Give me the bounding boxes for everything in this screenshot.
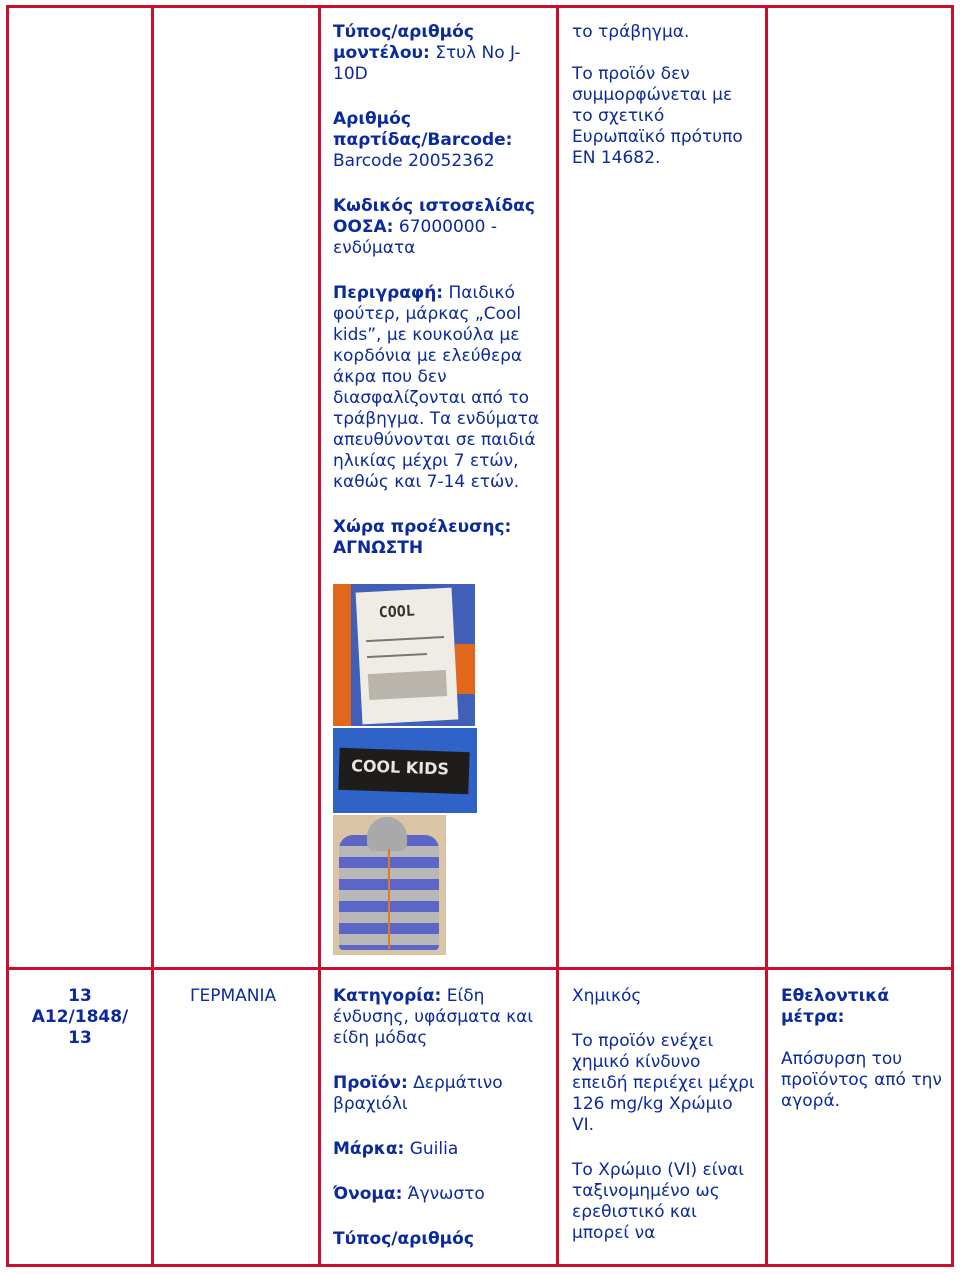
brand-value: Guilia <box>404 1139 459 1159</box>
description-value: Παιδικό φούτερ, μάρκας „Cool kids”, με κουκούλα με κορδόνια με ελεύθερα άκρα που δεν διασφαλίζονται από το τράβηγμα. Τα ενδύματα απευθύνονται σε παιδιά ηλικίας μέχρι 7 ετών, καθώς και 7-14 ετών. <box>333 283 540 492</box>
risk-type: Χημικός <box>572 986 642 1006</box>
grid-line <box>556 5 559 1267</box>
risk-text-standard: Το προϊόν δεν συμμορφώνεται με το σχετικό Ευρωπαϊκό πρότυπο ΕΝ 14682. <box>572 64 743 168</box>
category-value: Είδη ένδυσης, υφάσματα και είδη μόδας <box>333 986 534 1048</box>
barcode-field <box>333 109 548 172</box>
hang-tag <box>356 588 459 725</box>
tag-lines <box>367 653 427 658</box>
name-field <box>333 1184 548 1205</box>
tag-lines <box>368 670 447 700</box>
brand-label: Μάρκα: <box>333 1139 405 1159</box>
product-value: Δερμάτινο βραχιόλι <box>333 1073 503 1114</box>
model-field-2 <box>333 1229 548 1250</box>
tag-lines <box>366 636 444 642</box>
notification-number: 13 <box>68 986 92 1006</box>
risk-text: το τράβηγμα. <box>572 22 690 42</box>
name-value: Άγνωστο <box>402 1184 485 1204</box>
photo-stripe <box>455 644 475 694</box>
model-value: Στυλ Νο J-10D <box>333 43 521 84</box>
notification-ref-tail: 13 <box>68 1028 92 1048</box>
tag-brand-text: COOL <box>378 601 416 622</box>
measures-cell <box>781 986 946 1136</box>
category-field <box>333 986 548 1049</box>
photo-stripe <box>333 584 351 726</box>
grid-line <box>6 5 954 8</box>
label-tag-photo <box>333 584 475 726</box>
description-field <box>333 283 548 493</box>
model-field <box>333 22 548 85</box>
hoodie-zip <box>388 849 390 949</box>
product-label: Προϊόν: <box>333 1073 408 1093</box>
category-label: Κατηγορία: <box>333 986 442 1006</box>
country-cell <box>190 986 315 1007</box>
risk-cell <box>572 22 757 193</box>
neck-label-photo <box>333 728 477 813</box>
oecd-field <box>333 196 548 259</box>
origin-label: Χώρα προέλευσης: <box>333 517 512 537</box>
notification-number-cell <box>9 986 151 1049</box>
barcode-label: Αριθμός παρτίδας/Barcode: <box>333 109 513 150</box>
description-label: Περιγραφή: <box>333 283 444 303</box>
grid-line <box>151 5 154 1267</box>
neck-label <box>338 748 469 795</box>
risk-description-2: Το Χρώμιο (VI) είναι ταξινομημένο ως ερεθιστικό και μπορεί να <box>572 1160 744 1243</box>
name-label: Όνομα: <box>333 1184 403 1204</box>
grid-line <box>765 5 768 1267</box>
risk-description: Το προϊόν ενέχει χημικό κίνδυνο επειδή περιέχει μέχρι 126 mg/kg Χρώμιο VI. <box>572 1031 755 1135</box>
measures-label-text: Εθελοντικά μέτρα: <box>781 986 890 1027</box>
neck-label-text: COOL KIDS <box>350 756 450 779</box>
product-cell-2 <box>333 986 548 1274</box>
model-label: Τύπος/αριθμός μοντέλου: <box>333 22 474 63</box>
grid-line <box>951 5 954 1267</box>
oecd-label: Κωδικός ιστοσελίδας ΟΟΣΑ: <box>333 196 535 237</box>
risk-cell-2 <box>572 986 757 1268</box>
hoodie-hood <box>367 817 407 851</box>
brand-field <box>333 1139 548 1160</box>
product-field <box>333 1073 548 1115</box>
origin-field <box>333 517 548 559</box>
model-label-2: Τύπος/αριθμός <box>333 1229 474 1249</box>
origin-value: ΑΓΝΩΣΤΗ <box>333 538 424 558</box>
barcode-value: Barcode 20052362 <box>333 151 495 171</box>
grid-line <box>6 5 9 1267</box>
country-value: ΓΕΡΜΑΝΙΑ <box>190 986 277 1006</box>
measures-label <box>781 986 946 1028</box>
hoodie-photo <box>333 815 446 955</box>
oecd-value: 67000000 - ενδύματα <box>333 217 497 258</box>
notification-ref: A12/1848/ <box>31 1007 129 1027</box>
grid-line <box>318 5 321 1267</box>
grid-line <box>6 967 954 970</box>
product-cell <box>333 22 548 583</box>
measures-value: Απόσυρση του προϊόντος από την αγορά. <box>781 1049 942 1111</box>
